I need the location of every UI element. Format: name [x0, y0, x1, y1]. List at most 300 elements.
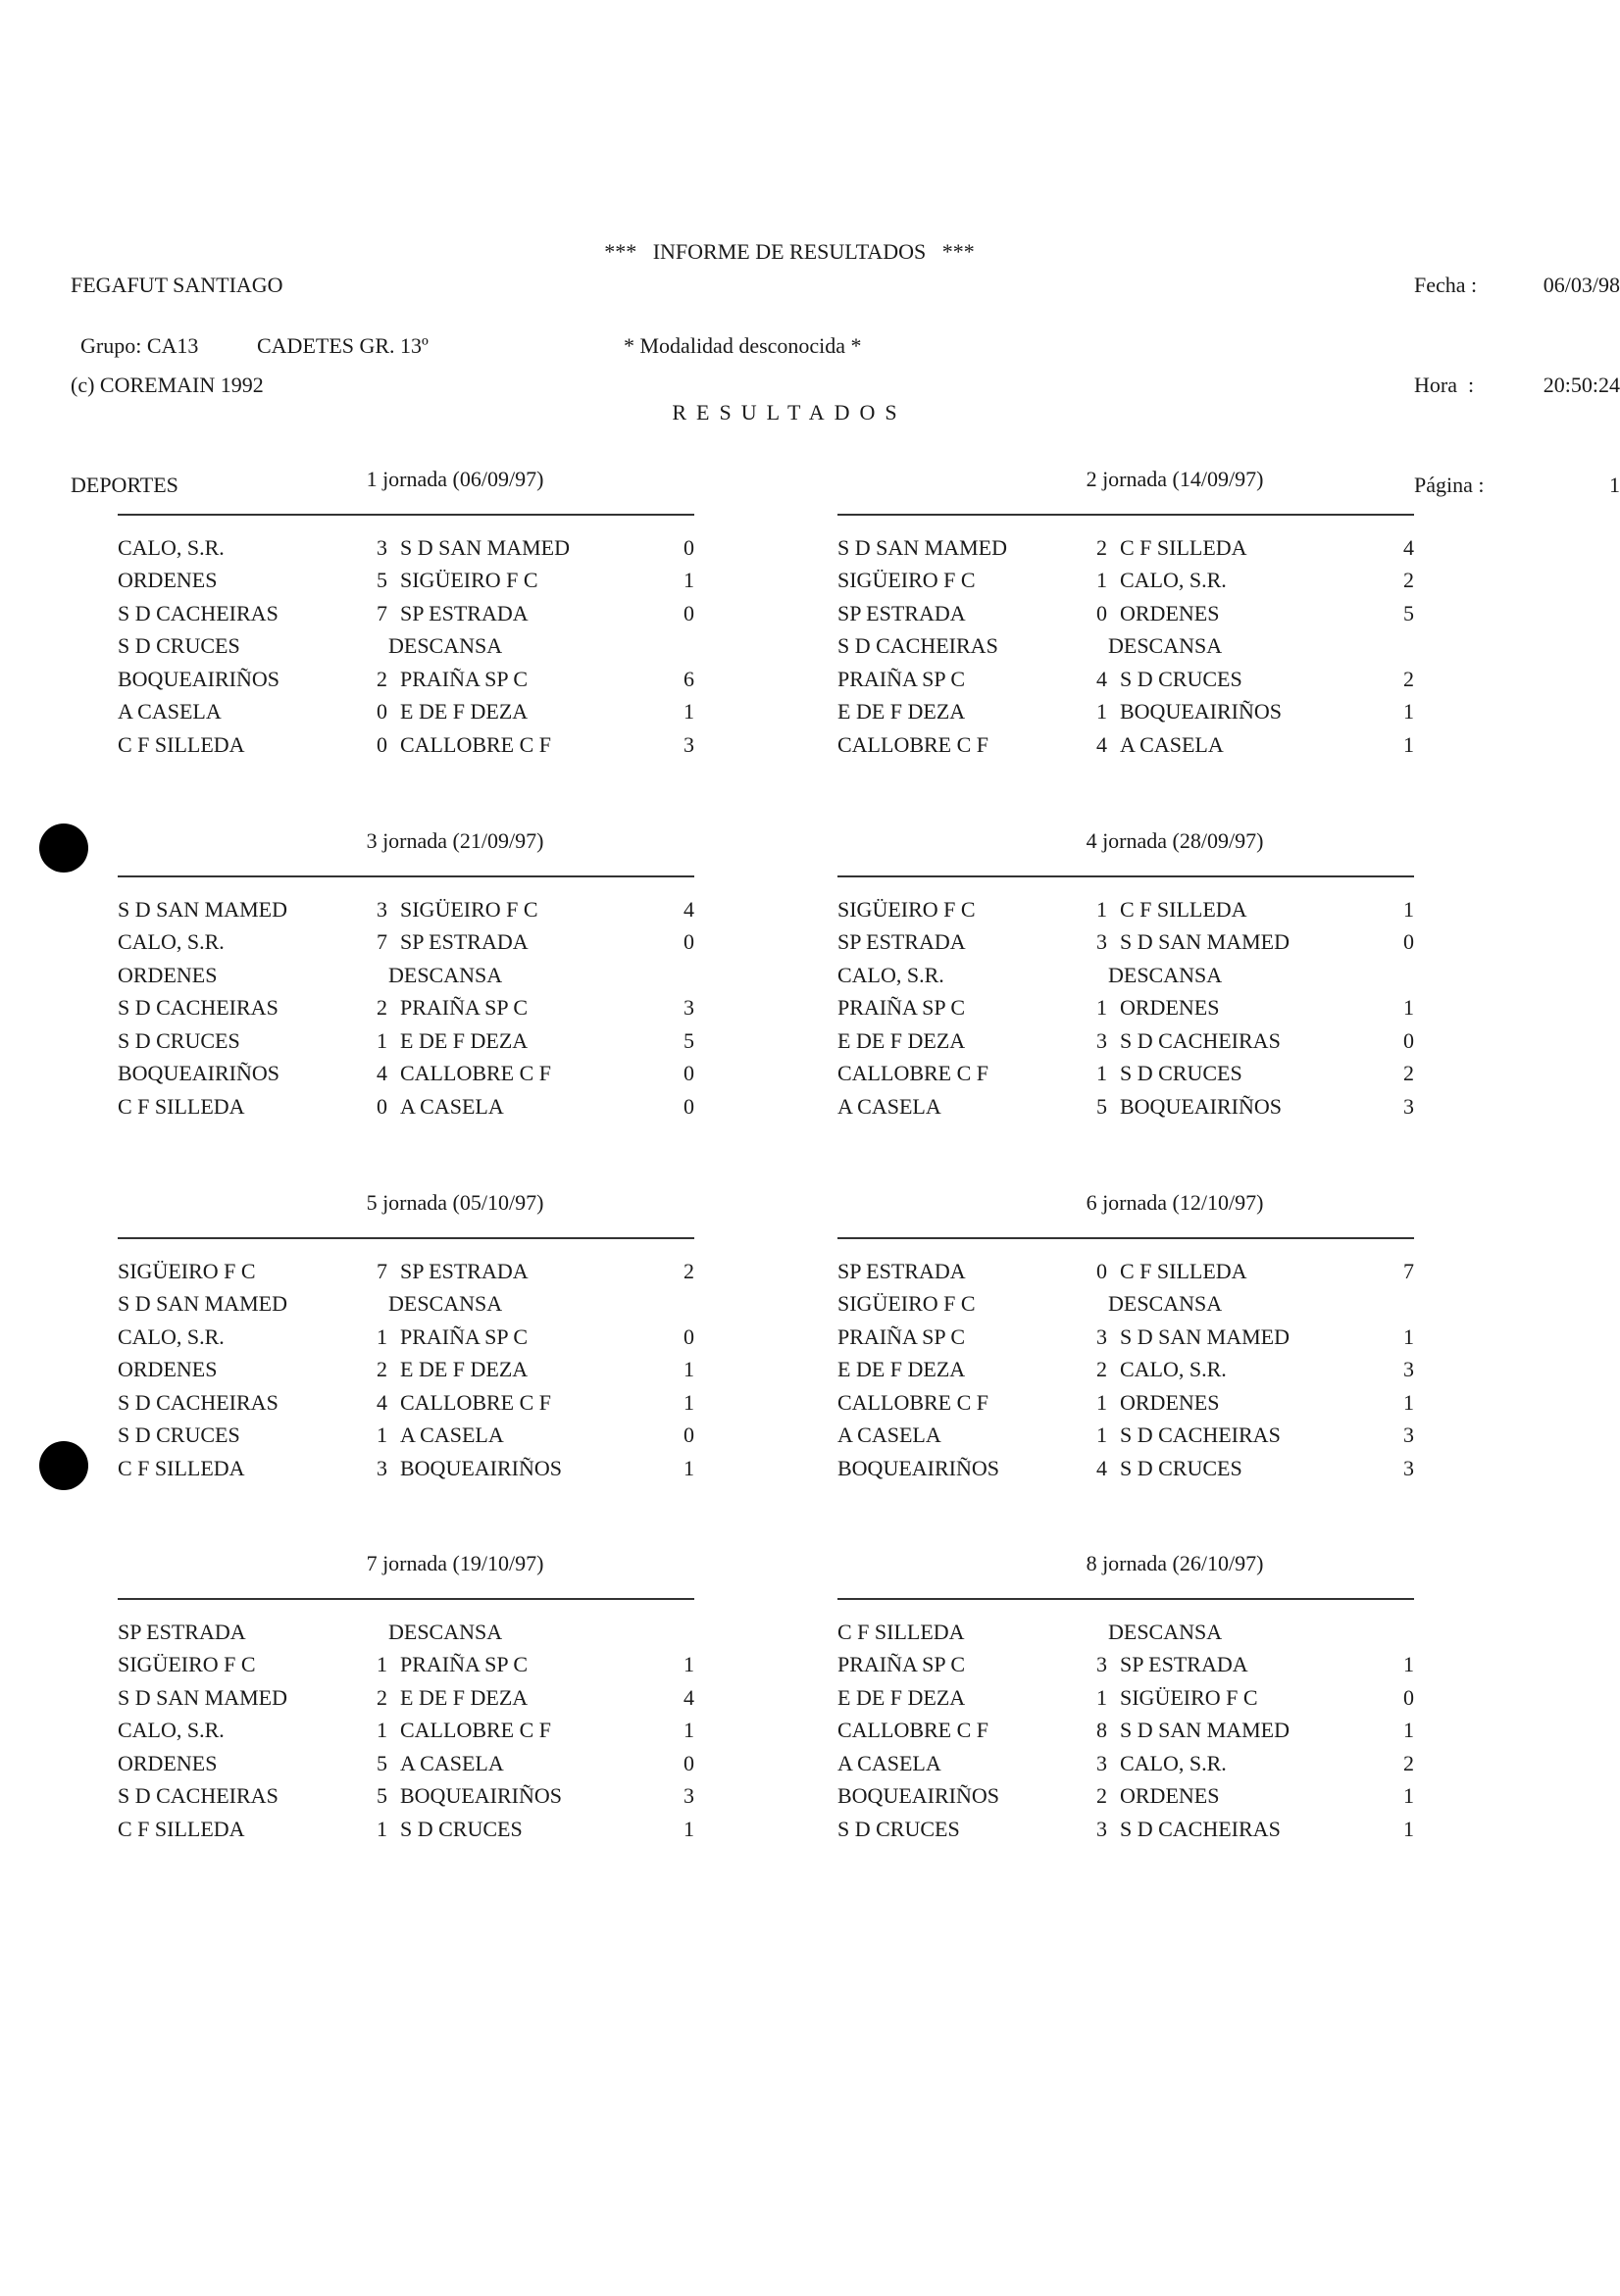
- round-title: 4 jornada (28/09/97): [1086, 828, 1264, 853]
- home-team: S D CRUCES: [837, 1816, 960, 1841]
- away-score: 4: [683, 1684, 694, 1710]
- away-team: PRAIÑA SP C: [400, 995, 529, 1021]
- home-score: 5: [377, 1783, 387, 1809]
- match-row: [837, 1681, 1414, 1715]
- bye-label: DESCANSA: [388, 1619, 503, 1644]
- report-title: *** INFORME DE RESULTADOS ***: [604, 239, 975, 264]
- home-team: PRAIÑA SP C: [837, 1323, 966, 1349]
- away-team: A CASELA: [400, 1093, 504, 1119]
- away-team: ORDENES: [1120, 1783, 1220, 1809]
- away-score: 1: [1403, 1783, 1414, 1809]
- match-row: [118, 1452, 694, 1485]
- bye-label: DESCANSA: [1108, 962, 1223, 987]
- match-row: [118, 1386, 694, 1420]
- home-score: 7: [377, 600, 387, 625]
- home-score: 1: [1096, 568, 1107, 593]
- away-score: 1: [683, 568, 694, 593]
- away-team: CALO, S.R.: [1120, 1750, 1227, 1775]
- header-right: [1414, 202, 1620, 569]
- match-row: [837, 630, 1414, 664]
- match-row: [118, 1321, 694, 1354]
- home-team: S D SAN MAMED: [118, 1684, 287, 1710]
- page-number: 1: [1609, 473, 1620, 497]
- away-team: BOQUEAIRIÑOS: [1120, 699, 1282, 724]
- bye-label: DESCANSA: [1108, 633, 1223, 659]
- round-block: [837, 1551, 1414, 1846]
- away-team: S D CRUCES: [400, 1816, 523, 1841]
- home-team: CALLOBRE C F: [837, 1718, 989, 1743]
- home-score: 3: [377, 534, 387, 560]
- home-team: ORDENES: [118, 1357, 218, 1382]
- home-score: 0: [377, 699, 387, 724]
- away-score: 1: [683, 1357, 694, 1382]
- bye-label: DESCANSA: [388, 1291, 503, 1317]
- home-team: BOQUEAIRIÑOS: [837, 1783, 999, 1809]
- match-row: [837, 1354, 1414, 1387]
- away-score: 1: [1403, 1389, 1414, 1415]
- away-team: PRAIÑA SP C: [400, 1652, 529, 1677]
- home-team: BOQUEAIRIÑOS: [118, 1061, 279, 1086]
- home-team: E DE F DEZA: [837, 1684, 966, 1710]
- home-team: C F SILLEDA: [118, 1455, 245, 1480]
- match-row: [118, 1024, 694, 1058]
- home-team: CALO, S.R.: [118, 1323, 225, 1349]
- away-team: C F SILLEDA: [1120, 896, 1247, 922]
- match-row: [837, 1090, 1414, 1123]
- away-team: E DE F DEZA: [400, 1357, 529, 1382]
- match-row: [837, 728, 1414, 762]
- copyright-line: (c) COREMAIN 1992: [71, 373, 264, 397]
- match-row: [118, 1420, 694, 1453]
- away-score: 0: [1403, 929, 1414, 955]
- home-score: 1: [377, 1718, 387, 1743]
- match-row: [118, 959, 694, 992]
- away-score: 3: [683, 1783, 694, 1809]
- group-code: Grupo: CA13: [80, 333, 199, 358]
- round-divider: [118, 1237, 694, 1239]
- away-score: 5: [683, 1027, 694, 1053]
- home-score: 1: [377, 1027, 387, 1053]
- home-team: CALO, S.R.: [118, 1718, 225, 1743]
- date-label: Fecha :: [1414, 273, 1478, 297]
- away-score: 0: [683, 929, 694, 955]
- match-row: [118, 1354, 694, 1387]
- away-score: 4: [683, 896, 694, 922]
- punch-hole: [39, 824, 88, 873]
- home-team: SIGÜEIRO F C: [837, 568, 976, 593]
- round-divider: [837, 1237, 1414, 1239]
- away-team: S D CRUCES: [1120, 1061, 1242, 1086]
- home-score: 4: [377, 1061, 387, 1086]
- home-team: A CASELA: [837, 1423, 941, 1448]
- away-score: 2: [683, 1258, 694, 1283]
- away-team: S D SAN MAMED: [1120, 1718, 1290, 1743]
- home-team: S D CRUCES: [118, 1027, 240, 1053]
- away-team: BOQUEAIRIÑOS: [1120, 1093, 1282, 1119]
- round-title: 1 jornada (06/09/97): [366, 467, 544, 491]
- away-team: S D CACHEIRAS: [1120, 1816, 1281, 1841]
- match-row: [118, 663, 694, 696]
- away-score: 0: [1403, 1684, 1414, 1710]
- round-title: 8 jornada (26/10/97): [1086, 1551, 1264, 1575]
- home-team: PRAIÑA SP C: [837, 666, 966, 691]
- home-score: 0: [1096, 1258, 1107, 1283]
- home-team: CALLOBRE C F: [837, 1389, 989, 1415]
- home-score: 3: [377, 1455, 387, 1480]
- home-score: 2: [377, 995, 387, 1021]
- match-row: [118, 1090, 694, 1123]
- home-score: 3: [1096, 1027, 1107, 1053]
- page-line: [1414, 469, 1620, 502]
- away-score: 2: [1403, 1061, 1414, 1086]
- time-label: Hora :: [1414, 373, 1475, 397]
- home-team: S D SAN MAMED: [118, 896, 287, 922]
- home-score: 2: [1096, 1357, 1107, 1382]
- home-team: S D SAN MAMED: [118, 1291, 287, 1317]
- away-score: 3: [1403, 1423, 1414, 1448]
- away-team: A CASELA: [400, 1750, 504, 1775]
- home-score: 1: [1096, 1061, 1107, 1086]
- group-name: CADETES GR. 13º: [257, 333, 429, 358]
- away-score: 1: [1403, 699, 1414, 724]
- date-value: 06/03/98: [1543, 273, 1620, 297]
- away-team: BOQUEAIRIÑOS: [400, 1783, 562, 1809]
- punch-hole: [39, 1441, 88, 1490]
- away-score: 0: [683, 1061, 694, 1086]
- home-team: S D CRUCES: [118, 1423, 240, 1448]
- match-row: [118, 992, 694, 1025]
- away-score: 1: [683, 1652, 694, 1677]
- away-team: SIGÜEIRO F C: [400, 568, 538, 593]
- away-team: S D SAN MAMED: [1120, 1323, 1290, 1349]
- away-team: SP ESTRADA: [400, 929, 529, 955]
- away-team: SIGÜEIRO F C: [400, 896, 538, 922]
- away-score: 4: [1403, 534, 1414, 560]
- round-block: [837, 1190, 1414, 1485]
- home-team: SP ESTRADA: [837, 1258, 966, 1283]
- match-row: [118, 1681, 694, 1715]
- away-score: 2: [1403, 568, 1414, 593]
- home-score: 1: [377, 1816, 387, 1841]
- home-score: 1: [1096, 699, 1107, 724]
- bye-label: DESCANSA: [1108, 1291, 1223, 1317]
- away-team: S D CRUCES: [1120, 666, 1242, 691]
- home-score: 5: [1096, 1093, 1107, 1119]
- round-divider: [837, 514, 1414, 516]
- away-score: 1: [1403, 1652, 1414, 1677]
- match-row: [837, 663, 1414, 696]
- match-row: [118, 1813, 694, 1846]
- group-line: [80, 333, 862, 359]
- home-team: SIGÜEIRO F C: [118, 1652, 256, 1677]
- home-team: CALLOBRE C F: [837, 1061, 989, 1086]
- away-score: 3: [1403, 1455, 1414, 1480]
- away-score: 6: [683, 666, 694, 691]
- home-team: PRAIÑA SP C: [837, 995, 966, 1021]
- home-score: 3: [1096, 929, 1107, 955]
- home-score: 1: [1096, 1423, 1107, 1448]
- away-score: 7: [1403, 1258, 1414, 1283]
- home-score: 5: [377, 568, 387, 593]
- home-score: 0: [377, 731, 387, 757]
- home-score: 3: [377, 896, 387, 922]
- home-score: 1: [1096, 1389, 1107, 1415]
- away-score: 1: [1403, 896, 1414, 922]
- round-block: [118, 1190, 694, 1485]
- away-score: 1: [683, 1455, 694, 1480]
- away-score: 1: [1403, 731, 1414, 757]
- home-team: C F SILLEDA: [837, 1619, 965, 1644]
- page-label: Página :: [1414, 473, 1485, 497]
- round-title: 2 jornada (14/09/97): [1086, 467, 1264, 491]
- match-row: [118, 696, 694, 729]
- match-row: [118, 1747, 694, 1780]
- home-score: 8: [1096, 1718, 1107, 1743]
- round-divider: [837, 1598, 1414, 1600]
- away-team: S D CRUCES: [1120, 1455, 1242, 1480]
- match-row: [118, 1616, 694, 1649]
- match-row: [837, 992, 1414, 1025]
- away-score: 1: [683, 699, 694, 724]
- away-team: PRAIÑA SP C: [400, 666, 529, 691]
- away-team: CALLOBRE C F: [400, 1061, 552, 1086]
- home-score: 2: [377, 1357, 387, 1382]
- home-score: 1: [377, 1652, 387, 1677]
- round-block: [118, 1551, 694, 1846]
- away-team: S D CACHEIRAS: [1120, 1423, 1281, 1448]
- match-row: [118, 1715, 694, 1748]
- match-row: [837, 1420, 1414, 1453]
- away-score: 5: [1403, 600, 1414, 625]
- home-team: ORDENES: [118, 962, 218, 987]
- away-score: 1: [1403, 1816, 1414, 1841]
- away-score: 2: [1403, 1750, 1414, 1775]
- match-row: [118, 728, 694, 762]
- match-row: [118, 1780, 694, 1814]
- away-score: 1: [1403, 995, 1414, 1021]
- away-score: 3: [1403, 1357, 1414, 1382]
- home-team: C F SILLEDA: [118, 1816, 245, 1841]
- home-score: 4: [1096, 731, 1107, 757]
- away-score: 1: [683, 1389, 694, 1415]
- match-row: [118, 926, 694, 960]
- home-score: 2: [377, 1684, 387, 1710]
- home-score: 4: [1096, 666, 1107, 691]
- match-row: [837, 893, 1414, 926]
- round-block: [837, 467, 1414, 762]
- home-team: SP ESTRADA: [118, 1619, 246, 1644]
- match-row: [837, 1058, 1414, 1091]
- round-title: 5 jornada (05/10/97): [366, 1190, 544, 1215]
- home-team: S D CRUCES: [118, 633, 240, 659]
- modality: * Modalidad desconocida *: [624, 333, 862, 358]
- away-score: 2: [1403, 666, 1414, 691]
- home-team: A CASELA: [837, 1750, 941, 1775]
- round-divider: [837, 875, 1414, 877]
- match-row: [118, 893, 694, 926]
- away-team: SP ESTRADA: [400, 600, 529, 625]
- match-row: [837, 1747, 1414, 1780]
- home-team: S D CACHEIRAS: [118, 1783, 278, 1809]
- match-row: [837, 1255, 1414, 1288]
- away-score: 3: [683, 731, 694, 757]
- home-team: S D SAN MAMED: [837, 534, 1007, 560]
- away-score: 1: [1403, 1323, 1414, 1349]
- home-team: SIGÜEIRO F C: [118, 1258, 256, 1283]
- home-score: 2: [1096, 1783, 1107, 1809]
- round-title: 7 jornada (19/10/97): [366, 1551, 544, 1575]
- home-team: PRAIÑA SP C: [837, 1652, 966, 1677]
- away-score: 0: [683, 1423, 694, 1448]
- bye-label: DESCANSA: [388, 962, 503, 987]
- match-row: [118, 1058, 694, 1091]
- away-team: E DE F DEZA: [400, 699, 529, 724]
- round-block: [118, 828, 694, 1123]
- away-score: 3: [683, 995, 694, 1021]
- match-row: [837, 1321, 1414, 1354]
- home-team: S D CACHEIRAS: [118, 995, 278, 1021]
- home-score: 7: [377, 1258, 387, 1283]
- round-title: 3 jornada (21/09/97): [366, 828, 544, 853]
- round-divider: [118, 514, 694, 516]
- home-score: 2: [377, 666, 387, 691]
- match-row: [837, 1616, 1414, 1649]
- home-team: SIGÜEIRO F C: [837, 1291, 976, 1317]
- home-team: CALO, S.R.: [837, 962, 944, 987]
- match-row: [837, 1715, 1414, 1748]
- away-team: C F SILLEDA: [1120, 534, 1247, 560]
- match-row: [837, 1780, 1414, 1814]
- away-team: CALLOBRE C F: [400, 1718, 552, 1743]
- match-row: [118, 1649, 694, 1682]
- home-score: 0: [1096, 600, 1107, 625]
- round-title: 6 jornada (12/10/97): [1086, 1190, 1264, 1215]
- match-row: [837, 1813, 1414, 1846]
- match-row: [837, 597, 1414, 630]
- away-team: ORDENES: [1120, 600, 1220, 625]
- home-team: S D CACHEIRAS: [118, 600, 278, 625]
- time-line: [1414, 369, 1620, 402]
- away-team: E DE F DEZA: [400, 1027, 529, 1053]
- away-team: ORDENES: [1120, 995, 1220, 1021]
- match-row: [118, 630, 694, 664]
- away-score: 1: [683, 1718, 694, 1743]
- match-row: [837, 926, 1414, 960]
- away-score: 0: [683, 534, 694, 560]
- away-team: CALO, S.R.: [1120, 1357, 1227, 1382]
- org-name: FEGAFUT SANTIAGO: [71, 273, 283, 297]
- home-team: BOQUEAIRIÑOS: [118, 666, 279, 691]
- home-score: 1: [377, 1323, 387, 1349]
- match-row: [118, 1288, 694, 1322]
- match-row: [837, 531, 1414, 565]
- bye-label: DESCANSA: [1108, 1619, 1223, 1644]
- round-block: [118, 467, 694, 762]
- home-score: 1: [1096, 995, 1107, 1021]
- home-score: 3: [1096, 1816, 1107, 1841]
- away-score: 1: [1403, 1718, 1414, 1743]
- away-score: 3: [1403, 1093, 1414, 1119]
- match-row: [118, 1255, 694, 1288]
- match-row: [837, 1386, 1414, 1420]
- time-value: 20:50:24: [1543, 373, 1620, 397]
- away-team: ORDENES: [1120, 1389, 1220, 1415]
- home-score: 0: [377, 1093, 387, 1119]
- away-team: PRAIÑA SP C: [400, 1323, 529, 1349]
- match-row: [118, 565, 694, 598]
- home-team: CALLOBRE C F: [837, 731, 989, 757]
- home-team: ORDENES: [118, 1750, 218, 1775]
- home-team: SP ESTRADA: [837, 929, 966, 955]
- away-team: S D SAN MAMED: [400, 534, 570, 560]
- home-team: C F SILLEDA: [118, 1093, 245, 1119]
- round-divider: [118, 875, 694, 877]
- home-score: 3: [1096, 1652, 1107, 1677]
- home-team: E DE F DEZA: [837, 1027, 966, 1053]
- away-team: SIGÜEIRO F C: [1120, 1684, 1258, 1710]
- away-team: S D SAN MAMED: [1120, 929, 1290, 955]
- away-team: A CASELA: [1120, 731, 1224, 757]
- away-team: CALLOBRE C F: [400, 1389, 552, 1415]
- home-team: E DE F DEZA: [837, 699, 966, 724]
- away-team: A CASELA: [400, 1423, 504, 1448]
- away-team: C F SILLEDA: [1120, 1258, 1247, 1283]
- away-team: SP ESTRADA: [400, 1258, 529, 1283]
- results-title: RESULTADOS: [672, 400, 907, 424]
- away-score: 0: [683, 600, 694, 625]
- match-row: [118, 597, 694, 630]
- home-team: E DE F DEZA: [837, 1357, 966, 1382]
- home-team: C F SILLEDA: [118, 731, 245, 757]
- home-score: 1: [377, 1423, 387, 1448]
- match-row: [837, 1452, 1414, 1485]
- match-row: [118, 531, 694, 565]
- home-team: ORDENES: [118, 568, 218, 593]
- away-score: 0: [1403, 1027, 1414, 1053]
- home-score: 4: [377, 1389, 387, 1415]
- match-row: [837, 565, 1414, 598]
- round-divider: [118, 1598, 694, 1600]
- away-team: CALLOBRE C F: [400, 731, 552, 757]
- home-team: A CASELA: [837, 1093, 941, 1119]
- home-score: 2: [1096, 534, 1107, 560]
- away-team: CALO, S.R.: [1120, 568, 1227, 593]
- away-score: 0: [683, 1093, 694, 1119]
- home-team: SP ESTRADA: [837, 600, 966, 625]
- match-row: [837, 1024, 1414, 1058]
- away-score: 1: [683, 1816, 694, 1841]
- match-row: [837, 696, 1414, 729]
- home-team: BOQUEAIRIÑOS: [837, 1455, 999, 1480]
- date-line: [1414, 269, 1620, 302]
- home-score: 3: [1096, 1750, 1107, 1775]
- away-team: S D CACHEIRAS: [1120, 1027, 1281, 1053]
- home-score: 7: [377, 929, 387, 955]
- home-score: 1: [1096, 1684, 1107, 1710]
- away-team: E DE F DEZA: [400, 1684, 529, 1710]
- home-score: 1: [1096, 896, 1107, 922]
- home-team: S D CACHEIRAS: [837, 633, 998, 659]
- home-team: A CASELA: [118, 699, 222, 724]
- away-score: 0: [683, 1750, 694, 1775]
- department: DEPORTES: [71, 473, 178, 497]
- home-team: S D CACHEIRAS: [118, 1389, 278, 1415]
- match-row: [837, 959, 1414, 992]
- match-row: [837, 1649, 1414, 1682]
- round-block: [837, 828, 1414, 1123]
- home-score: 5: [377, 1750, 387, 1775]
- match-row: [837, 1288, 1414, 1322]
